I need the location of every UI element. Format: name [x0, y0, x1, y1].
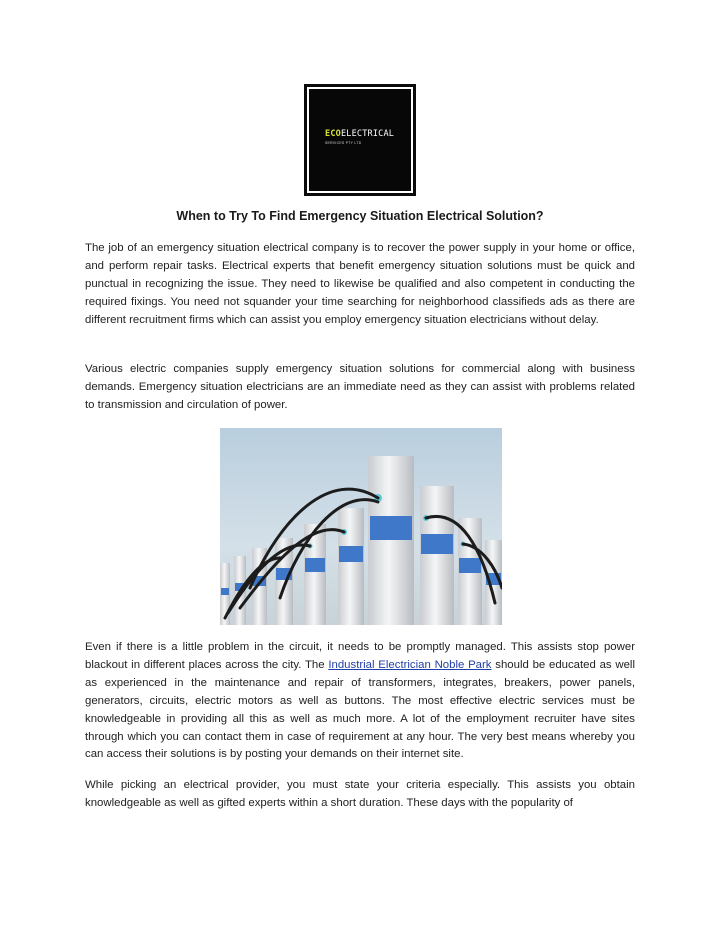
paragraph-circuit [85, 639, 635, 764]
logo-background [309, 89, 411, 191]
ev-chargers-photo [220, 428, 502, 625]
company-logo [304, 84, 416, 196]
paragraph-intro: The job of an emergency situation electrical company is to recover the power supply in your home or office, and perform repair tasks. Electrical experts that benefit emergency situation solutions must be quick and punctual in recognizing the issue. They need to likewise be qualified and also competent in conducting the required fixings. You need not squander your time searching for neighborhood classifieds ads as there are different recruitment firms which can assist you employ emergency situation electricians without delay. [85, 242, 635, 326]
paragraph-provider: While picking an electrical provider, you must state your criteria especially. This assists you obtain knowledgeable as well as gifted experts within a short duration. These days with the popularity of [85, 779, 635, 809]
logo-wordmark-rest: ELECTRICAL [340, 129, 395, 139]
logo-subtitle: SERVICES PTY LTD [325, 141, 362, 145]
paragraph-circuit-end: should be educated as well as experienced in the maintenance and repair of transformers, integrates, breakers, power panels, generators, circuits, electric motors as well as buttons. The most effective electric services must be knowledgeable in providing all this as well as much more. A lot of the employment recruiter have sites through which you can contact them in case of requirement at any hour. The very best means whereby you can access their solutions is by posting your demands on their internet site. [85, 658, 635, 761]
logo-wordmark [325, 129, 394, 139]
industrial-electrician-link[interactable]: Industrial Electrician Noble Park [328, 658, 492, 671]
article-title: When to Try To Find Emergency Situation Electrical Solution? [176, 209, 544, 223]
logo-wordmark-accent: ECO [325, 129, 341, 139]
paragraph-companies: Various electric companies supply emergency situation solutions for commercial along with business demands. Emergency situation electricians are an immediate need as they can assist with problems related to transmission and circulation of power. [85, 363, 635, 411]
paragraph-circuit-start: Even if there is a little problem in the circuit, it needs to be promptly managed. This assists stop power blackout in different places across the city. The [85, 641, 635, 671]
